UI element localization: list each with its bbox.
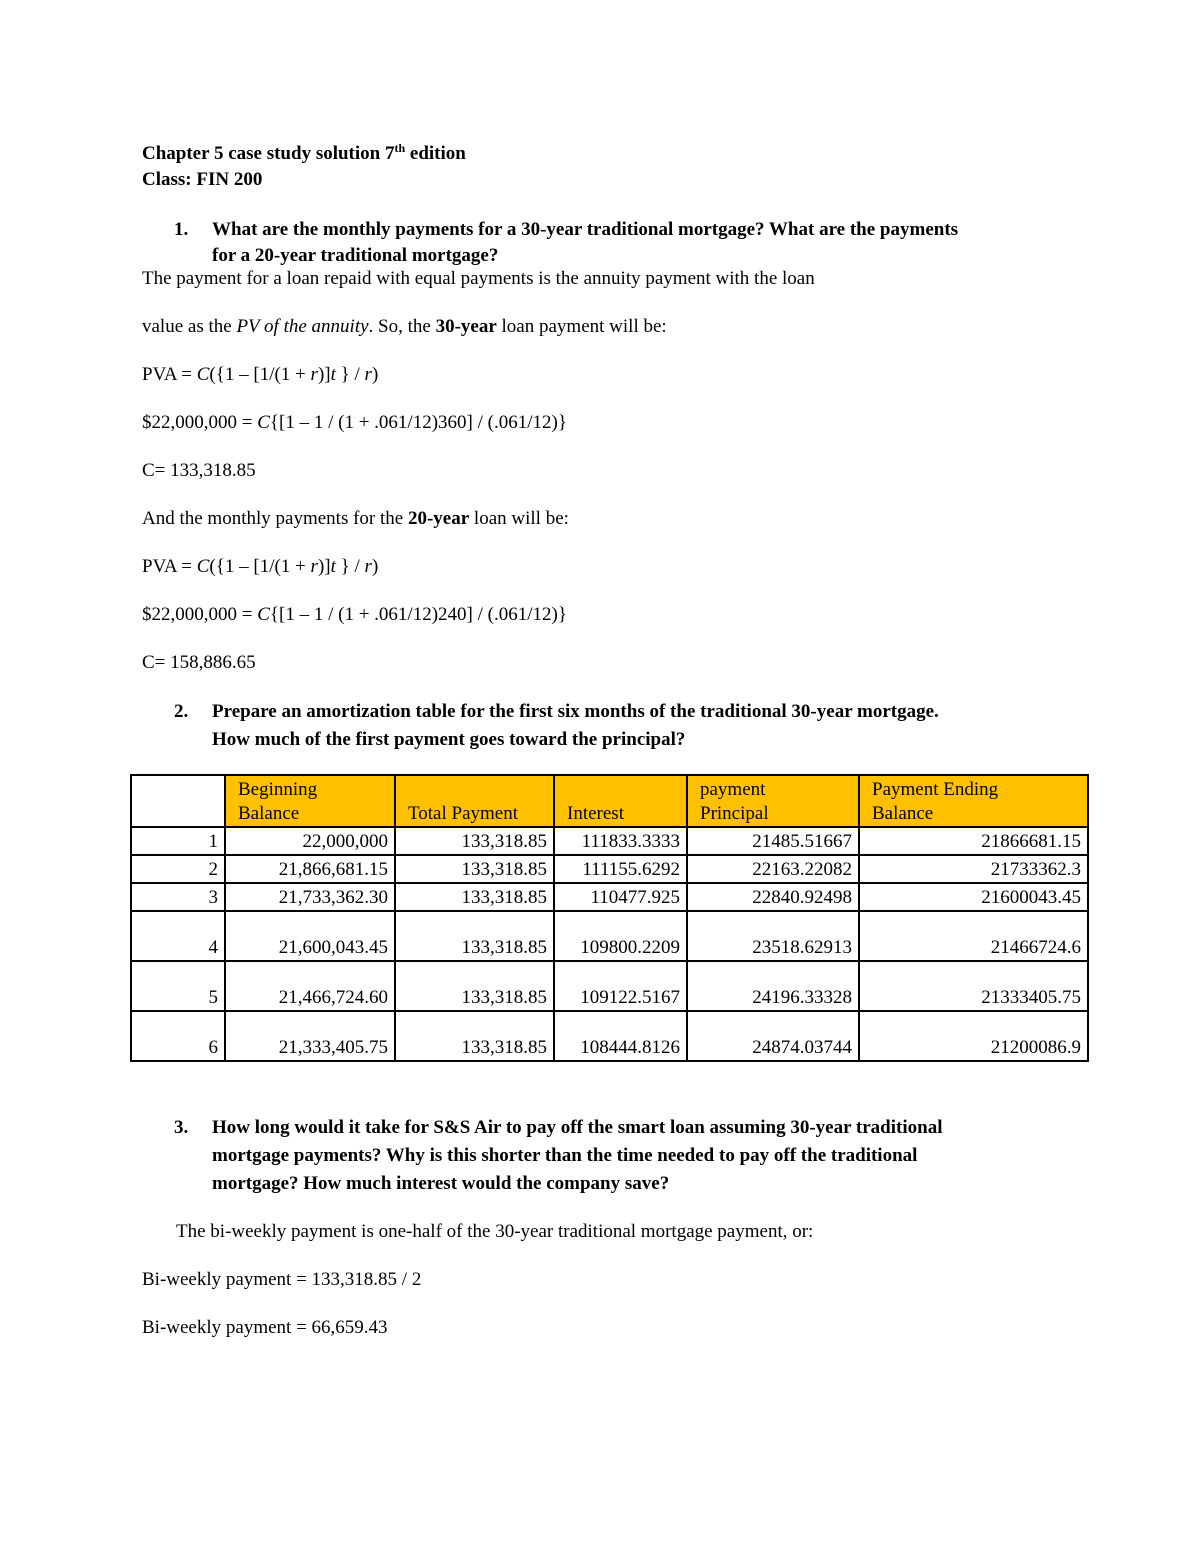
biweekly-result: Bi-weekly payment = 66,659.43 bbox=[142, 1317, 388, 1338]
header-total-payment: Total Payment bbox=[395, 775, 554, 827]
answer-1-paragraph-3: And the monthly payments for the 20-year loan will be: bbox=[142, 508, 569, 529]
total-payment-cell: 133,318.85 bbox=[395, 1011, 554, 1061]
table-row bbox=[131, 827, 1088, 855]
pva-substitution-30: $22,000,000 = C{[1 – 1 / (1 + .061/12)360] / (.061/12)} bbox=[142, 412, 567, 433]
beginning-balance-cell: 21,866,681.15 bbox=[225, 855, 395, 883]
interest-cell bbox=[554, 1011, 687, 1061]
total-payment-cell: 133,318.85 bbox=[395, 961, 554, 1011]
answer-1-paragraph-1: The payment for a loan repaid with equal payments is the annuity payment with the loan bbox=[142, 268, 815, 289]
question-2-line-1: Prepare an amortization table for the first six months of the traditional 30-year mortgage. bbox=[212, 701, 939, 722]
header-ending-balance: Payment Ending Balance bbox=[859, 775, 1088, 827]
row-number: 6 bbox=[131, 1011, 225, 1061]
question-1-line-1: What are the monthly payments for a 30-year traditional mortgage? What are the payments bbox=[212, 219, 959, 240]
beginning-balance-cell: 21,600,043.45 bbox=[225, 911, 395, 961]
beginning-balance-cell: 22,000,000 bbox=[225, 827, 395, 855]
row-number: 3 bbox=[131, 883, 225, 911]
total-payment-cell: 133,318.85 bbox=[395, 911, 554, 961]
payment-result-20: C= 158,886.65 bbox=[142, 652, 256, 673]
answer-3-paragraph-1: The bi-weekly payment is one-half of the 30-year traditional mortgage payment, or: bbox=[176, 1221, 814, 1242]
question-1-line-2: for a 20-year traditional mortgage? bbox=[212, 245, 499, 266]
answer-1-paragraph-2: value as the PV of the annuity. So, the 30-year loan payment will be: bbox=[142, 316, 667, 337]
pva-substitution-20: $22,000,000 = C{[1 – 1 / (1 + .061/12)240] / (.061/12)} bbox=[142, 604, 567, 625]
interest-cell: 111833.3333 bbox=[554, 827, 687, 855]
interest-value: 109800.2209 bbox=[580, 937, 680, 958]
ending-balance-cell: 21733362.3 bbox=[859, 855, 1088, 883]
table-row bbox=[131, 961, 1088, 1011]
header-payment-principal: payment Principal bbox=[687, 775, 859, 827]
biweekly-formula: Bi-weekly payment = 133,318.85 / 2 bbox=[142, 1269, 422, 1290]
interest-value: 108444.8126 bbox=[580, 1037, 680, 1058]
document-title: Chapter 5 case study solution 7th edition bbox=[142, 141, 466, 164]
ending-balance-cell: 21466724.6 bbox=[859, 911, 1088, 961]
question-2-number: 2. bbox=[174, 701, 189, 722]
principal-cell: 24874.03744 bbox=[687, 1011, 859, 1061]
ending-balance-cell: 21600043.45 bbox=[859, 883, 1088, 911]
question-2-line-2: How much of the first payment goes toward the principal? bbox=[212, 729, 686, 750]
principal-cell: 24196.33328 bbox=[687, 961, 859, 1011]
question-3-line-3: mortgage? How much interest would the company save? bbox=[212, 1173, 670, 1194]
interest-cell bbox=[554, 911, 687, 961]
principal-cell: 22840.92498 bbox=[687, 883, 859, 911]
total-payment-cell: 133,318.85 bbox=[395, 883, 554, 911]
row-number: 4 bbox=[131, 911, 225, 961]
question-3-number: 3. bbox=[174, 1117, 189, 1138]
pva-formula-20: PVA = C({1 – [1/(1 + r)]t } / r) bbox=[142, 556, 379, 577]
beginning-balance-cell: 21,733,362.30 bbox=[225, 883, 395, 911]
ending-balance-cell: 21333405.75 bbox=[859, 961, 1088, 1011]
table-header-row bbox=[131, 775, 1088, 827]
class-line: Class: FIN 200 bbox=[142, 169, 263, 190]
total-payment-cell: 133,318.85 bbox=[395, 827, 554, 855]
table-row bbox=[131, 911, 1088, 961]
header-interest: Interest bbox=[554, 775, 687, 827]
question-3-line-2: mortgage payments? Why is this shorter than the time needed to pay off the traditional bbox=[212, 1145, 918, 1166]
row-number: 5 bbox=[131, 961, 225, 1011]
table-header-blank bbox=[131, 775, 225, 827]
principal-cell: 22163.22082 bbox=[687, 855, 859, 883]
table-row bbox=[131, 855, 1088, 883]
ending-balance-cell: 21200086.9 bbox=[859, 1011, 1088, 1061]
interest-cell bbox=[554, 961, 687, 1011]
amortization-table bbox=[130, 774, 1089, 1062]
interest-cell: 111155.6292 bbox=[554, 855, 687, 883]
question-3-line-1: How long would it take for S&S Air to pay off the smart loan assuming 30-year traditional bbox=[212, 1117, 943, 1138]
principal-cell: 21485.51667 bbox=[687, 827, 859, 855]
total-payment-cell: 133,318.85 bbox=[395, 855, 554, 883]
principal-cell: 23518.62913 bbox=[687, 911, 859, 961]
ending-balance-cell: 21866681.15 bbox=[859, 827, 1088, 855]
row-number: 1 bbox=[131, 827, 225, 855]
question-1-number: 1. bbox=[174, 219, 189, 240]
interest-cell: 110477.925 bbox=[554, 883, 687, 911]
table-row bbox=[131, 1011, 1088, 1061]
payment-result-30: C= 133,318.85 bbox=[142, 460, 256, 481]
table-row bbox=[131, 883, 1088, 911]
row-number: 2 bbox=[131, 855, 225, 883]
pva-formula-30: PVA = C({1 – [1/(1 + r)]t } / r) bbox=[142, 364, 379, 385]
beginning-balance-cell: 21,333,405.75 bbox=[225, 1011, 395, 1061]
beginning-balance-cell: 21,466,724.60 bbox=[225, 961, 395, 1011]
header-beginning-balance: Beginning Balance bbox=[225, 775, 395, 827]
interest-value: 109122.5167 bbox=[580, 987, 680, 1008]
